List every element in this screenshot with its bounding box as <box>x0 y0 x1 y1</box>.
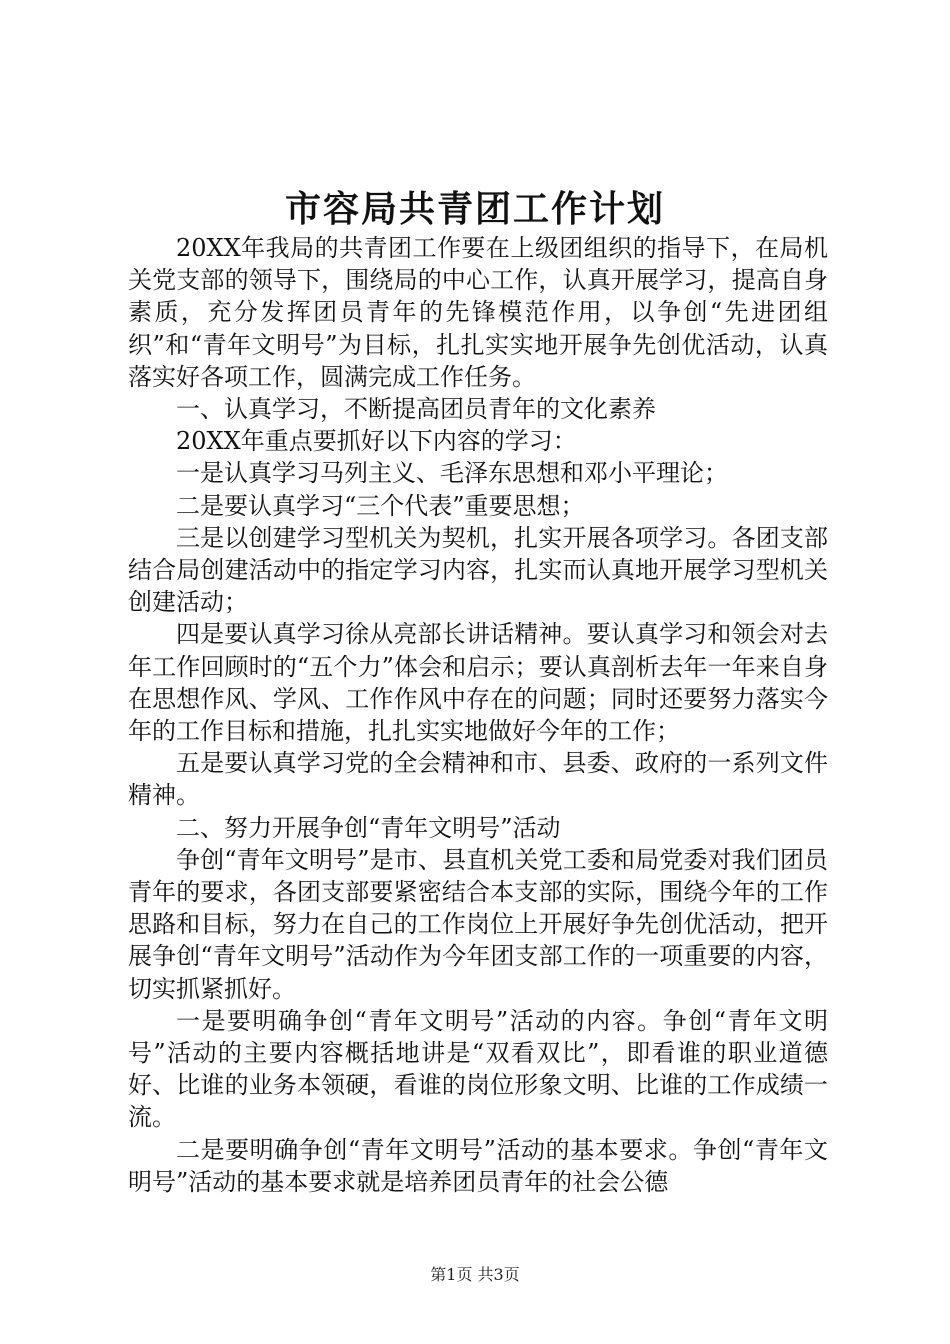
paragraph: 20XX年重点要抓好以下内容的学习： <box>176 427 577 456</box>
page-footer: 第1页 共3页 <box>430 1265 520 1284</box>
paragraph: 二是要明确争创“青年文明号”活动的基本要求。争创“青年文明号”活动的基本要求就是培养团员青年的社会公德 <box>128 1135 828 1196</box>
section-heading-1: 一、认真学习，不断提高团员青年的文化素养 <box>176 395 656 424</box>
document-body <box>128 232 828 1198</box>
paragraph: 三是以创建学习型机关为契机，扎实开展各项学习。各团支部结合局创建活动中的指定学习内容，扎实而认真地开展学习型机关创建活动； <box>128 523 828 617</box>
paragraph: 四是要认真学习徐从亮部长讲话精神。要认真学习和领会对去年工作回顾时的“五个力”体会和启示；要认真剖析去年一年来自身在思想作风、学风、工作作风中存在的问题；同时还要努力落实今年的工作目标和措施，扎扎实实地做好今年的工作； <box>128 620 828 746</box>
paragraph: 一是要明确争创“青年文明号”活动的内容。争创“青年文明号”活动的主要内容概括地讲是“双看双比”，即看谁的职业道德好、比谁的业务本领硬，看谁的岗位形象文明、比谁的工作成绩一流。 <box>128 1006 828 1132</box>
paragraph: 争创“青年文明号”是市、县直机关党工委和局党委对我们团员青年的要求，各团支部要紧密结合本支部的实际，围绕今年的工作思路和目标，努力在自己的工作岗位上开展好争先创优活动，把开展争创“青年文明号”活动作为今年团支部工作的一项重要的内容，切实抓紧抓好。 <box>128 845 828 1003</box>
section-heading-2: 二、努力开展争创“青年文明号”活动 <box>176 813 561 842</box>
paragraph: 一是认真学习马列主义、毛泽东思想和邓小平理论； <box>176 459 728 488</box>
paragraph: 五是要认真学习党的全会精神和市、县委、政府的一系列文件精神。 <box>128 749 828 810</box>
paragraph: 二是要认真学习“三个代表”重要思想； <box>176 491 585 520</box>
paragraph-intro: 20XX年我局的共青团工作要在上级团组织的指导下，在局机关党支部的领导下，围绕局的中心工作，认真开展学习，提高自身素质，充分发挥团员青年的先锋模范作用，以争创“先进团组织”和“青年文明号”为目标，扎扎实实地开展争先创优活动，认真落实好各项工作，圆满完成工作任务。 <box>128 234 828 391</box>
document-title: 市容局共青团工作计划 <box>284 188 665 230</box>
